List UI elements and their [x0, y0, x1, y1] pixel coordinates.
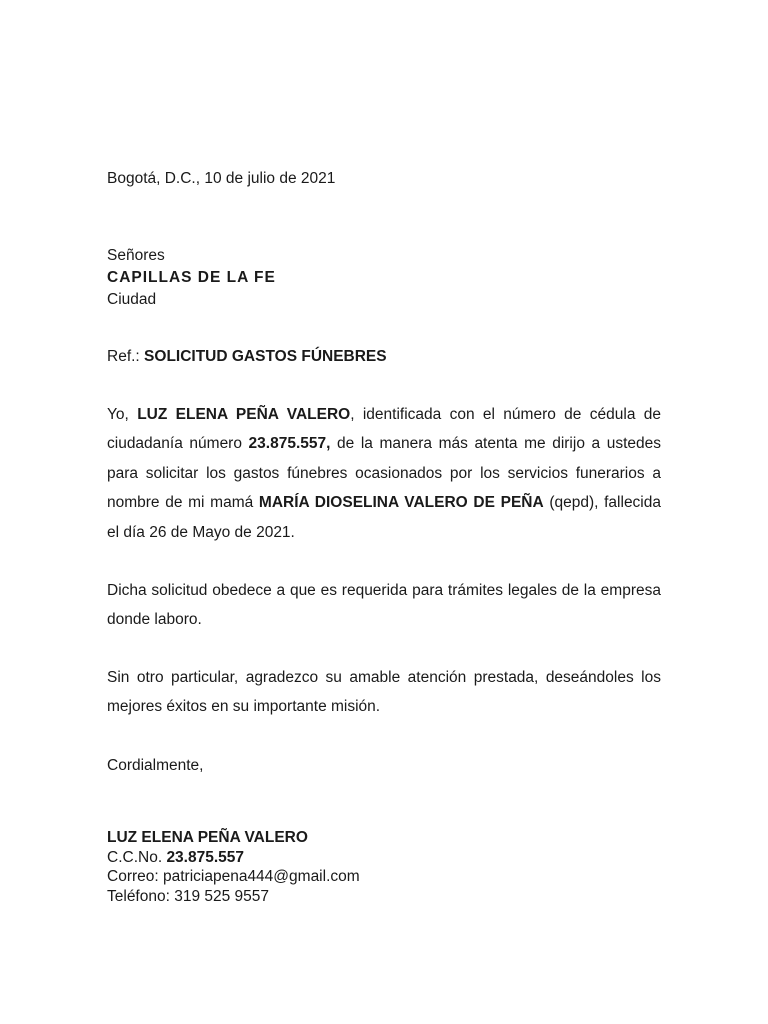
reference-subject: SOLICITUD GASTOS FÚNEBRES — [144, 348, 387, 365]
p1-deceased-name: MARÍA DIOSELINA VALERO DE PEÑA — [258, 494, 544, 512]
signature-email: Correo: patriciapena444@gmail.com — [107, 868, 360, 885]
recipient-salutation: Señores — [107, 247, 165, 264]
signature-id-number: 23.875.557 — [166, 849, 245, 866]
reference-line — [107, 347, 387, 367]
body-paragraph-2: Dicha solicitud obedece a que es requerida para trámites legales de la empresa donde laboro. — [107, 582, 661, 629]
signature-id — [107, 848, 244, 868]
recipient-name: CAPILLAS DE LA FE — [107, 269, 276, 286]
closing: Cordialmente, — [107, 757, 204, 774]
p1-id-number: 23.875.557, — [248, 435, 331, 453]
signature-id-label: C.C.No. — [107, 849, 167, 866]
p1-sender-name: LUZ ELENA PEÑA VALERO — [137, 406, 351, 423]
body-paragraph-1 — [107, 400, 661, 547]
signature-name: LUZ ELENA PEÑA VALERO — [107, 829, 308, 846]
p1-text-4: (qepd), fallecida el día 26 de Mayo de 2021. — [107, 494, 661, 541]
recipient-city: Ciudad — [107, 291, 157, 308]
p1-text-2: , identificada con el número de cédula de ciudadanía número — [107, 406, 662, 453]
body-paragraph-3: Sin otro particular, agradezco su amable atención prestada, deseándoles los mejores éxitos en su importante misión. — [107, 669, 661, 716]
p1-text-3: de la manera más atenta me dirijo a ustedes para solicitar los gastos fúnebres ocasionados por los servicios funerarios a nombre de mi mamá — [107, 435, 661, 512]
signature-phone: Teléfono: 319 525 9557 — [107, 888, 270, 905]
reference-label: Ref.: — [107, 348, 145, 365]
p1-text-1: Yo, — [107, 406, 138, 423]
date-line: Bogotá, D.C., 10 de julio de 2021 — [107, 170, 336, 187]
